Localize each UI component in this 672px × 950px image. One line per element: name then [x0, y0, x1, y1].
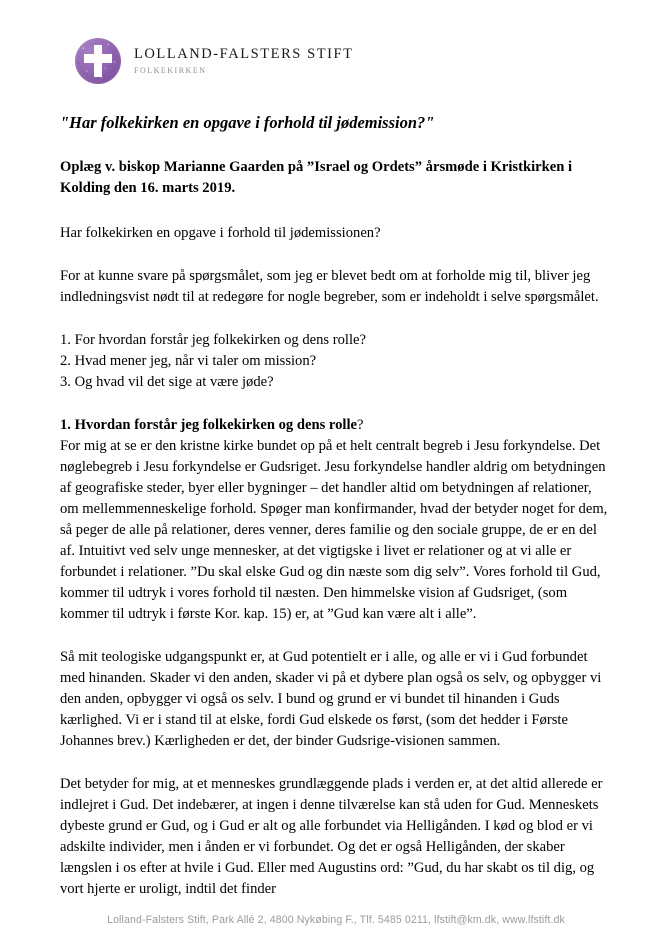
logo-wordmark — [134, 47, 354, 75]
section-1-heading — [60, 415, 612, 436]
letterhead — [75, 38, 354, 84]
section-1-heading-text: 1. Hvordan forstår jeg folkekirken og dens rolle — [60, 416, 357, 433]
page-footer: Lolland-Falsters Stift, Park Allé 2, 4800 Nykøbing F., Tlf. 5485 0211, lfstift@km.dk, www.lfstift.dk — [107, 914, 565, 926]
page-title: "Har folkekirken en opgave i forhold til jødemission?" — [60, 113, 435, 132]
section-1-heading-punctuation: ? — [357, 416, 364, 433]
document-body — [60, 112, 612, 922]
paragraph-two: Så mit teologiske udgangspunkt er, at Gud potentielt er i alle, og alle er vi i Gud forbundet med hinanden. Skader vi den anden, skader vi på et dybere plan også os selv, og opbygger vi den anden, opbygger vi også os selv. I bund og grund er vi bundet til hinanden i Guds kærlighed. Vi er i stand til at elske, fordi Gud elskede os først, (som det hedder i Første Johannes brev.) Kærligheden er det, der binder Gudsrige-visionen sammen. — [60, 648, 602, 749]
organization-name: LOLLAND-FALSTERS STIFT — [134, 46, 354, 63]
question-list — [60, 330, 612, 393]
document-subtitle: Oplæg v. biskop Marianne Gaarden på ”Israel og Ordets” årsmøde i Kristkirken i Kolding den 16. marts 2019. — [60, 159, 573, 196]
opening-question: Har folkekirken en opgave i forhold til jødemissionen? — [60, 224, 381, 241]
cross-in-circle-icon — [75, 38, 121, 84]
organization-tagline: FOLKEKIRKEN — [134, 65, 207, 75]
list-item: 1. For hvordan forstår jeg folkekirken og dens rolle? — [60, 331, 366, 348]
list-item: 3. Og hvad vil det sige at være jøde? — [60, 373, 274, 390]
logo-cross-horizontal — [84, 54, 112, 63]
section-1 — [60, 415, 612, 625]
paragraph-three: Det betyder for mig, at et menneskes grundlæggende plads i verden er, at det altid allerede er indlejret i Gud. Det indebærer, at ingen i denne tilværelse kan stå uden for Gud. Menneskets dybeste grund er Gud, og i Gud er alt og alle forbundet via Helligånden. I kød og blod er vi adskilte individer, men i ånden er vi forbundet. Og det er også Helligånden, der skaber længslen i os efter at hvile i Gud. Eller med Augustins ord: ”Gud, du har skabt os til dig, og vort hjerte er uroligt, indtil det finder — [60, 775, 603, 897]
section-1-body: For mig at se er den kristne kirke bundet op på et helt centralt begreb i Jesu forkyndelse. Det nøglebegreb i Jesu forkyndelse er Gudsriget. Jesu forkyndelse handler aldrig om betydningen af geografiske steder, byer eller bygninger – det handler altid om betydningen af relationer, om mellemmenneskelige forhold. Spøger man konfirmander, hvad der betyder noget for dem, så peger de alle på relationer, deres venner, deres familie og den sociale gruppe, de er en del af. Intuitivt ved selv unge mennesker, at det vigtigske i livet er relationer og at vi alle er forbundet i relationer. ”Du skal elske Gud og din næste som dig selv”. Vores forhold til Gud, kommer til udtryk i vores forhold til næsten. Den himmelske vision af Gudsriget, (som kommer til udtryk i første Kor. kap. 15) er, at ”Gud kan være alt i alle”. — [60, 437, 608, 622]
list-item: 2. Hvad mener jeg, når vi taler om mission? — [60, 352, 317, 369]
intro-paragraph: For at kunne svare på spørgsmålet, som jeg er blevet bedt om at forholde mig til, bliver jeg indledningsvist nødt til at redegøre for nogle begreber, som er indeholdt i selve spørgsmålet. — [60, 267, 599, 305]
